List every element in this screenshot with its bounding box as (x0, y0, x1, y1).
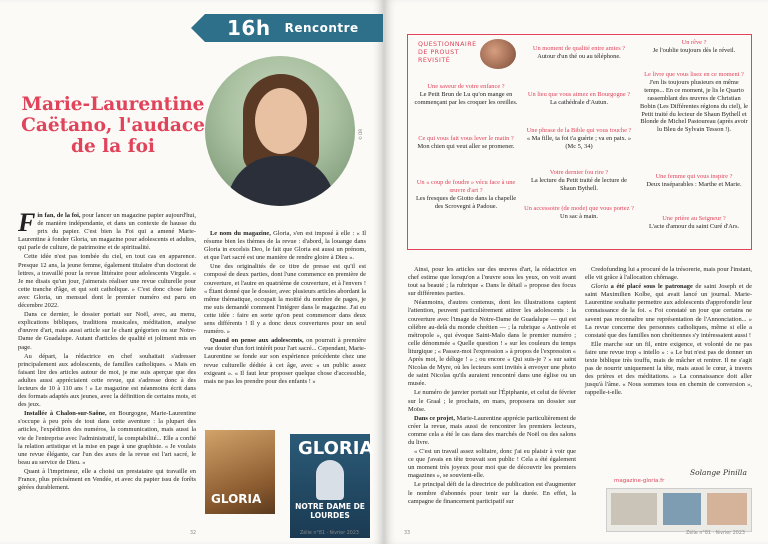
question: Un rêve ? (681, 39, 707, 46)
magazine-covers (205, 430, 374, 520)
answer: Je l'oublie toujours dès le réveil. (652, 46, 736, 54)
question-item (640, 215, 748, 231)
paragraph: « C'est un travail assez solitaire, donc j'ai eu plaisir à voir que ce que j'avais en tête trouvait son public ! Cela a été également un moment très joyeux pour moi que de découvrir les premiers magazines », se souvient-elle. (408, 448, 576, 480)
paragraph: en Bourgogne, Marie-Laurentine s'occupe à peu près de tout dans cette aventure : la plupart des articles, l'expédition des numéros, la communication, mais aussi la vie de l'entreprise avec l'administratif, la comptabilité... Elle a confié la relation artistique et la mise en page à une graphiste. « Je voulais une revue élégante, car l'un des axes de la revue est l'art sacré, le beau au service de Dieu. » (18, 410, 196, 466)
paragraph: Le principal défi de la directrice de publication est d'augmenter le nombre d'abonnés pour tenir sur la durée. En effet, la campagne de financement participatif sur (408, 481, 576, 505)
question-item (524, 91, 634, 107)
cover-masthead: GLORIA (211, 492, 262, 506)
question-item (524, 127, 634, 151)
paragraph: Gloria, s'en est imposé à elle : « Il résume bien les thèmes de la revue : d'abord, la louange dans Gloria in excelsis Deo, le fait que Gloria est aussi un prénom, et que l'art sacré est une manière de rendre gloire à Dieu ». (204, 230, 366, 262)
answer: Le Petit Brun de Lu qu'on mange en commençant par les croquer les oreilles. (414, 90, 518, 106)
cover-lourdes (290, 434, 374, 538)
left-column-1 (18, 208, 196, 493)
question: Une saveur de votre enfance ? (427, 83, 505, 90)
magazine-folio: Zélie n°81 · février 2023 (686, 531, 745, 536)
answer: Les fresques de Giotto dans la chapelle des Scrovegni à Padoue. (415, 194, 517, 210)
cover-masthead: GLORIA (298, 438, 374, 459)
cover-title: NOTRE DAME DE LOURDES (295, 502, 365, 520)
article-title: Marie-Laurentine Caëtano, l'audace de la foi (21, 94, 205, 157)
author-signature: Solange Pinilla (690, 468, 747, 477)
section-ribbon (205, 14, 383, 42)
drop-cap: F (18, 208, 36, 237)
spread-page-2 (663, 493, 701, 525)
website-link[interactable]: magazine-gloria.fr (614, 478, 665, 484)
question: Un accessoire (de mode) que vous portez ? (524, 205, 634, 212)
right-column-1 (408, 266, 576, 507)
book-illustration (480, 39, 516, 69)
paragraph: Le numéro de janvier portait sur l'Épiphanie, et celui de février sur le Graal ; le prochain, en mars, proposera un dossier sur Moïse. (408, 389, 576, 413)
magazine-name: Gloria (591, 283, 611, 291)
paragraph-lead: Dans ce projet, (414, 414, 455, 422)
question-item (640, 71, 748, 134)
question: Un moment de qualité entre amies ? (532, 45, 626, 52)
paragraph: Quant à l'imprimeur, elle a choisi un prestataire qui travaille en France, plus précisément en Vendée, et avec du papier issu de forêts gérées durablement. (18, 467, 196, 492)
question: Une phrase de la Bible qui vous touche ? (526, 127, 632, 134)
spread-page-3 (707, 493, 747, 525)
paragraph: Dans ce dernier, le dossier portait sur Noël, avec, au menu, explications bibliques, traditions musicales, méditation, analyse d'œuvre d'art, mais aussi article sur le chant grégorien ou sur Notre-Dame de Guadalupe. Autant d'articles de qualité et joliment mis en page. (18, 311, 196, 351)
paragraph: Cette idée n'est pas tombée du ciel, en tout cas en apparence. Presque 12 ans, la jeune femme, également titulaire d'un doctorat de lettres, a travaillé pour la revue littéraire pour adolescents Virgule. « Je me disais qu'un jour, j'aimerais réaliser une revue culturelle pour cette tranche d'âge, et qui soit catholique. » C'est donc chose faite avec Gloria, un mensuel dont le premier numéro est paru en décembre 2022. (18, 253, 196, 310)
questionnaire-heading: QUESTIONNAIRE DE PROUST REVISITÉ (418, 41, 477, 64)
question: Ce qui vous fait vous lever le matin ? (418, 135, 514, 142)
paragraph-lead: Installée à Chalon-sur-Saône, (24, 410, 107, 418)
magazine-spread-photo (606, 488, 752, 532)
answer: Mon chien qui veut aller se promener. (417, 142, 515, 150)
paragraph-lead: Le nom du magazine, (210, 230, 271, 237)
intro-lead: in fan, de la foi, (37, 212, 81, 219)
photo-credit: © DR (358, 128, 363, 140)
madonna-figure (316, 460, 344, 500)
page-number: 33 (404, 531, 411, 536)
question-item (640, 173, 748, 189)
portrait-body (227, 156, 335, 206)
question: Une prière au Seigneur ? (662, 215, 726, 222)
answer: La cathédrale d'Autun. (549, 98, 609, 106)
page-number: 32 (190, 531, 197, 536)
paragraph: Ainsi, pour les articles sur des œuvres d'art, la rédactrice en chef estime que lorsqu'on a l'œuvre sous les yeux, on voit avant tout sa beauté ; la rubrique « Dans le détail » propose des focus sur différentes parties. (408, 266, 576, 298)
paragraph: Marie-Laurentine apprécie particulièrement de créer la revue, mais aussi de rencontrer les premiers lecteurs, comme cela a été le cas dans des marchés de Noël ou des salons du livre. (408, 414, 576, 446)
answer: La lecture du Petit traité de lecture de Shaun Bythell. (531, 176, 627, 192)
paragraph: Au départ, la rédactrice en chef souhaitait s'adresser principalement aux adolescents, de familles catholiques. « Mais en faisant lire des articles autour de moi, je me suis aperçue que des adultes aussi appréciaient cette revue, qui s'adresse donc à des lecteurs de 10 à 110 ans ! » Le magazine est néanmoins écrit dans des formats adaptés aux jeunes, avec la définition de certains mots, et des jeux. (18, 352, 196, 409)
portrait-photo (205, 56, 355, 206)
question: Le livre que vous lisez en ce moment ? (644, 71, 744, 78)
cover-noel (205, 430, 275, 514)
intro-text: pour lancer un magazine papier aujourd'hui, de manière indépendante, et dans un contexte de hausse du prix du papier. C'est bien la Foi qui a amené Marie-Laurentine à fonder Gloria, un magazine pour adolescents et adultes, qui parle de culture, de patrimoine et de spiritualité. (18, 212, 196, 252)
question-item (524, 45, 634, 61)
question-item (414, 83, 518, 107)
paragraph-lead: Quand on pense aux adolescents, (210, 337, 304, 345)
question-item (414, 179, 518, 211)
spread-page-1 (611, 493, 657, 525)
answer: Deux inséparables : Marthe et Marie. (646, 180, 742, 188)
paragraph: Néanmoins, d'autres contenus, dont les illustrations captent l'attention, peuvent particulièrement attirer les adolescents : la couverture avec l'image de Notre-Dame de Guadalupe — qui est célèbre au-delà du monde chrétien — ; la rubrique « Antivole et métropole », qui évoque Saint-Malo dans le premier numéro ; celle dénommée « Quelle question ! » sur les couleurs du temps liturgique ; « Passez-moi l'expression » à propos de l'expression « Après moi, le déluge ! » ; ou encore « Qui suis-je ? » sur saint Nicolas de Myre, où les lecteurs sont invités à envoyer une photo de saint Nicolas qu'ils auraient rencontré dans une église ou un musée. (408, 299, 576, 388)
portrait-face (255, 88, 307, 154)
ribbon-label-big: 16h (227, 16, 271, 40)
question: Un lieu que vous aimez en Bourgogne ? (527, 91, 631, 98)
answer: L'acte d'amour du saint Curé d'Ars. (648, 222, 740, 230)
question-item (414, 135, 518, 151)
intro-paragraph (18, 208, 196, 252)
question-item (640, 39, 748, 55)
magazine-folio: Zélie n°81 · février 2023 (300, 531, 359, 536)
paragraph: de saint Joseph et de saint Maximilien Kolbe, qui avait lancé un journal. Marie-Laurentine souhaite permettre aux adolescents d'approfondir leur connaissance de la foi. « Foi constaté un jour que certains ne savent pas reconnaître une représentation de l'Annonciation... » La revue concerne des personnes catholiques, même si elle a constaté que des familles non chrétiennes s'y intéressaient aussi ! (585, 283, 752, 339)
question: Un « coup de foudre » vécu face à une œuvre d'art ? (416, 179, 516, 194)
right-column-2 (585, 266, 752, 399)
paragraph: Elle marche sur un fil, entre exigence, et volonté de ne pas faire une revue trop « intello » : « Le but n'est pas de donner un texte biblique très touffu, mais de mâcher et rentrer. Il ne s'agit pas de nourrir uniquement la tête, mais aussi le cœur, à travers des prières et des méditations. » La connaissance doit aller jusqu'à l'âme. « Nous sommes tous en chemin de conversion », rappelle-t-elle. (585, 340, 752, 397)
answer: Un sac à main. (560, 212, 598, 220)
answer: « Ma fille, ta foi t'a guérie ; va en paix. » (Mc 5, 34) (526, 134, 632, 150)
paragraph: Credofunding lui a procuré de la trésorerie, mais pour l'instant, elle vit grâce à l'allocation chômage. (585, 266, 752, 282)
paragraph: on pourrait à première vue douter d'un fort intérêt pour l'art sacré... Cependant, Marie-Laurentine se fonde sur son expérience précédente chez une revue culturelle dédiée à cet âge, avec « un public assez exigeant ». « Il faut leur proposer quelque chose d'accessible, mais ne pas les prendre pour des enfants ! » (204, 337, 367, 385)
question: Une femme qui vous inspire ? (655, 173, 733, 180)
paragraph-lead: a été placé sous le patronage (610, 283, 693, 291)
proust-questionnaire (407, 34, 752, 250)
question-item (524, 205, 634, 221)
paragraph: Une des originalités de ce titre de presse est qu'il est composé de deux parties, dont l'une commence en première de couverture, et l'autre en quatrième de couverture, et à l'envers ! « Étant donné que le dossier, avec plusieurs articles abordant la même thématique, occupait la moitié du nombre de pages, je me suis demandé comment l'intégrer dans le magazine. J'ai eu cette idée : faire en sorte qu'on peut commencer dans deux sens différents ! Il y a donc deux couvertures pour un seul numéro. » (204, 263, 366, 336)
question-item (524, 169, 634, 193)
question: Votre dernier fou rire ? (549, 169, 609, 176)
answer: Autour d'un thé ou au téléphone. (537, 52, 621, 60)
ribbon-arrow (191, 14, 205, 42)
ribbon-label-small: Rencontre (284, 21, 359, 35)
answer: J'en lis toujours plusieurs en même temps... En ce moment, je lis le Quarto rassemblant des œuvres de Christian Bobin (Les Différentes régions du ciel), le Petit traité du lecteur de Shaun Bythell et Blonde de Michel Pastoureau (après avoir lu Bleu de Sylvain Tesson !). (640, 78, 748, 134)
left-column-2 (204, 230, 366, 387)
